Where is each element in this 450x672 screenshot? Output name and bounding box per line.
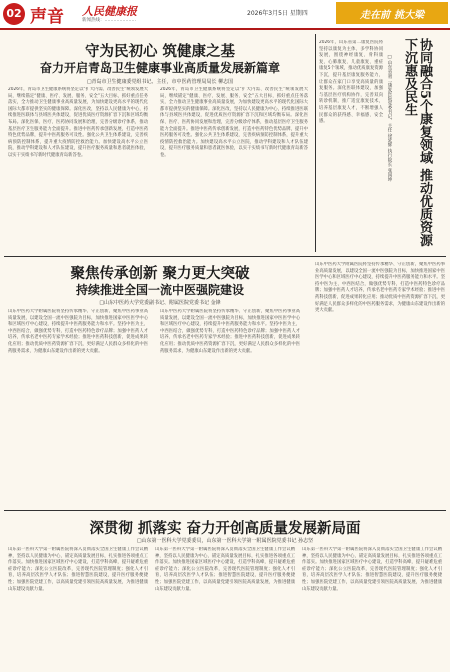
newspaper-name: 人民健康报 bbox=[82, 5, 137, 18]
article3-title-line2: 持续推进全国一流中医强院建设 bbox=[75, 283, 244, 297]
article1-title-line2: 奋力开启青岛卫生健康事业高质量发展新篇章 bbox=[39, 61, 280, 75]
article3-body-col2: 山东中医药大学附属医院将坚持传承精华、守正创新，聚焦中医药事业高质量发展，以建设全国一流中医强院为目标，加快推进国家中医医学中心和区域医疗中心建设，持续提升中医药服务能力和水平。坚持中医为主、中西医结合，做强优势专科，打造中医药特色诊疗品牌；加强中医药人才培养，传承名老中医药专家学术经验；推进中医药科技创新，促进成果转化应用；推动优质中医药资源扩容下沉，更好满足人民群众多样化的中医药服务需求，为健康山东建设作出新的更大贡献。 bbox=[160, 309, 300, 354]
article4-body-col2: 山东第一医科大学第一附属医院将深入贯彻落实全国卫生健康工作会议精神，坚持以人民健康为中心，锚定高质量发展目标，扎实推进各项重点工作落实。加快推进国家区域医疗中心建设，打造学科高峰，提升疑难危重症诊疗能力；深化公立医院改革，完善现代医院管理制度；强化人才引育，培养高层次医学人才队伍；推进智慧医院建设，提升医疗服务便捷性；加强医院党建工作，以高质量党建引领医院高质量发展，为推进健康山东建设贡献力量。 bbox=[155, 547, 295, 592]
article1-body-col1: 2026年，青岛市卫生健康系统将坚定以“扩大内需、改善民生”统领发展大局，继续锚定“健康、医疗、发展、服务、安全”五大目标，抓好重点任务落实，全力推动卫生健康事业高质量发展，为加快建设更高水平的现代化国际大都市提供坚实的健康保障。深化医改，坚持以人民健康为中心，持续推进医联体与县域医共体建设，促进优质医疗资源扩容下沉和区域均衡布局。深化医保、医疗、医药协同发展和治理，完善分级诊疗体系，推动基层医疗卫生服务能力全面提升。推进中医药传承创新发展，打造中医药特色优势品牌，提升中医药服务可及性。强化公共卫生体系建设，完善疾病预防控制体系，提升重大疫情防控救治能力。加快建设高水平公立医院，推动学科建设和人才队伍建设，提升医疗服务质量和患者就医体验，以实干实绩书写新时代健康青岛新答卷。 bbox=[8, 87, 148, 158]
banner-text-1: 走在前 bbox=[360, 9, 390, 21]
article4-body-col1: 山东第一医科大学第一附属医院将深入贯彻落实全国卫生健康工作会议精神，坚持以人民健康为中心，锚定高质量发展目标，扎实推进各项重点工作落实。加快推进国家区域医疗中心建设，打造学科高峰，提升疑难危重症诊疗能力；深化公立医院改革，完善现代医院管理制度；强化人才引育，培养高层次医学人才队伍；推进智慧医院建设，提升医疗服务便捷性；加强医院党建工作，以高质量党建引领医院高质量发展，为推进健康山东建设贡献力量。 bbox=[8, 547, 148, 592]
issue-date: 2026年3月5日 星期四 bbox=[247, 10, 308, 17]
article1-byline: □青岛市卫生健康委党组书记、主任，市中医药管理局局长 柳志国 bbox=[86, 79, 234, 85]
section-divider-2 bbox=[4, 510, 446, 511]
section-number: 02 bbox=[3, 3, 25, 25]
article4-body-col3: 山东第一医科大学第一附属医院将深入贯彻落实全国卫生健康工作会议精神，坚持以人民健康为中心，锚定高质量发展目标，扎实推进各项重点工作落实。加快推进国家区域医疗中心建设，打造学科高峰，提升疑难危重症诊疗能力；深化公立医院改革，完善现代医院管理制度；强化人才引育，培养高层次医学人才队伍；推进智慧医院建设，提升医疗服务便捷性；加强医院党建工作，以高质量党建引领医院高质量发展，为推进健康山东建设贡献力量。 bbox=[302, 547, 442, 592]
article3-body-col1: 山东中医药大学附属医院将坚持传承精华、守正创新，聚焦中医药事业高质量发展，以建设全国一流中医强院为目标，加快推进国家中医医学中心和区域医疗中心建设，持续提升中医药服务能力和水平。坚持中医为主、中西医结合，做强优势专科，打造中医药特色诊疗品牌；加强中医药人才培养，传承名老中医药专家学术经验；推进中医药科技创新，促进成果转化应用；推动优质中医药资源扩容下沉，更好满足人民群众多样化的中医药服务需求，为健康山东建设作出新的更大贡献。 bbox=[8, 309, 148, 354]
article1-body-col2: 2026年，青岛市卫生健康系统将坚定以“扩大内需、改善民生”统领发展大局，继续锚定“健康、医疗、发展、服务、安全”五大目标，抓好重点任务落实，全力推动卫生健康事业高质量发展，为加快建设更高水平的现代化国际大都市提供坚实的健康保障。深化医改，坚持以人民健康为中心，持续推进医联体与县域医共体建设，促进优质医疗资源扩容下沉和区域均衡布局。深化医保、医疗、医药协同发展和治理，完善分级诊疗体系，推动基层医疗卫生服务能力全面提升。推进中医药传承创新发展，打造中医药特色优势品牌，提升中医药服务可及性。强化公共卫生体系建设，完善疾病预防控制体系，提升重大疫情防控救治能力。加快建设高水平公立医院，推动学科建设和人才队伍建设，提升医疗服务质量和患者就医体验，以实干实绩书写新时代健康青岛新答卷。 bbox=[160, 87, 308, 158]
article3-body-col3: 山东中医药大学附属医院将坚持传承精华、守正创新，聚焦中医药事业高质量发展，以建设全国一流中医强院为目标，加快推进国家中医医学中心和区域医疗中心建设，持续提升中医药服务能力和水平。坚持中医为主、中西医结合，做强优势专科，打造中医药特色诊疗品牌；加强中医药人才培养，传承名老中医药专家学术经验；推进中医药科技创新，促进成果转化应用；推动优质中医药资源扩容下沉，更好满足人民群众多样化的中医药服务需求，为健康山东建设作出新的更大贡献。 bbox=[315, 262, 445, 314]
page-header bbox=[0, 0, 450, 30]
article2-title: 协同融合5个康复领域 推动优质资源下沉惠及民生 bbox=[402, 38, 432, 247]
hotline-text: 新闻热线：………………… bbox=[82, 18, 136, 23]
article2-byline: □山东省第二康复医院党委书记、主任 徐延辉 执行院长 张国坤 bbox=[387, 55, 392, 182]
article4-title: 深贯彻 抓落实 奋力开创高质量发展新局面 bbox=[89, 520, 361, 537]
article4-byline: □山东第一医科大学党委委员，山东第一医科大学第一附属医院党委书记 孙志坚 bbox=[136, 538, 314, 544]
article3-title-line1: 聚焦传承创新 聚力更大突破 bbox=[70, 265, 250, 282]
article2-body-left: 2026年，山东省第二康复医院将坚持以康复为主体、多学科协同发展，围绕神经康复、骨科康复、心肺康复、儿童康复、重症康复5个领域，推动优质康复资源下沉，提升基层康复服务能力，让群众在家门口享受高质量的康复服务。深化医联体建设，加强与基层医疗机构协作，完善双向转诊机制，推广适宜康复技术，培养基层康复人才，不断增强人民群众的获得感、幸福感、安全感。 bbox=[319, 40, 383, 125]
column-divider bbox=[315, 34, 316, 252]
section-divider-1 bbox=[4, 256, 446, 257]
header-banner bbox=[336, 2, 448, 24]
section-name: 声音 bbox=[30, 7, 64, 27]
article3-byline: □山东中医药大学党委副书记、附属医院党委书记 金锋 bbox=[99, 300, 221, 306]
article1-title-line1: 守为民初心 筑健康之基 bbox=[84, 43, 236, 60]
banner-text-2: 挑大梁 bbox=[394, 9, 424, 21]
